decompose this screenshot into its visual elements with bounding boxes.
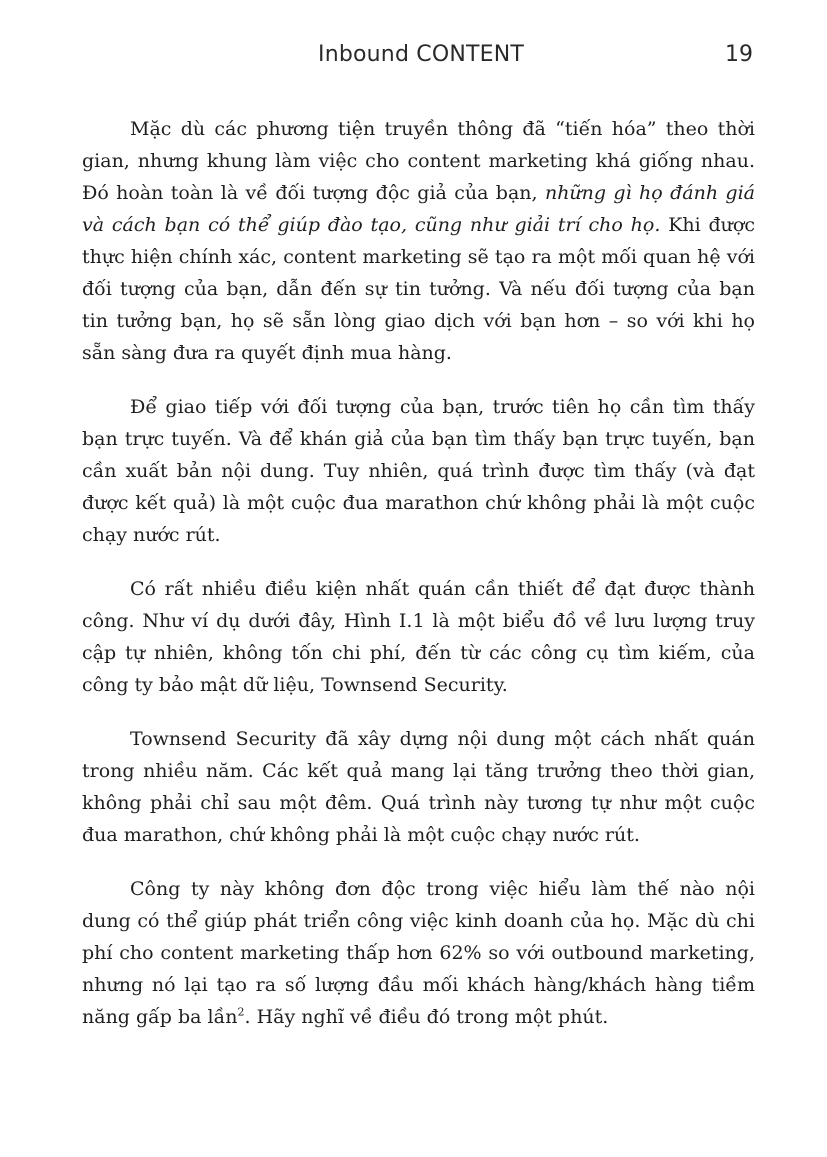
paragraph-1 xyxy=(82,113,755,369)
paragraph-5 xyxy=(82,873,755,1033)
paragraph-5-text: Công ty này không đơn độc trong việc hiểu làm thế nào nội dung có thể giúp phát triển công việc kinh doanh của họ. Mặc dù chi phí cho content marketing thấp hơn 62% so với outbound marketing, nhưng nó lại tạo ra số lượng đầu mối khách hàng/khách hàng tiềm năng gấp ba lần xyxy=(82,878,755,1028)
page-header xyxy=(0,42,827,74)
running-title: Inbound CONTENT xyxy=(318,42,525,67)
paragraph-1-text-b: Khi được thực hiện chính xác, content marketing sẽ tạo ra một mối quan hệ với đối tượng của bạn, dẫn đến sự tin tưởng. Và nếu đối tượng của bạn tin tưởng bạn, họ sẽ sẵn lòng giao dịch với bạn hơn – so với khi họ sẵn sàng đưa ra quyết định mua hàng. xyxy=(82,214,755,364)
page-number: 19 xyxy=(725,42,753,67)
paragraph-2: Để giao tiếp với đối tượng của bạn, trước tiên họ cần tìm thấy bạn trực tuyến. Và để khán giả của bạn tìm thấy bạn trực tuyến, bạn cần xuất bản nội dung. Tuy nhiên, quá trình được tìm thấy (và đạt được kết quả) là một cuộc đua marathon chứ không phải là một cuộc chạy nước rút. xyxy=(82,396,755,546)
paragraph-3: Có rất nhiều điều kiện nhất quán cần thiết để đạt được thành công. Như ví dụ dưới đây, Hình I.1 là một biểu đồ về lưu lượng truy cập tự nhiên, không tốn chi phí, đến từ các công cụ tìm kiếm, của công ty bảo mật dữ liệu, Townsend Security. xyxy=(82,578,755,696)
paragraph-4: Townsend Security đã xây dựng nội dung một cách nhất quán trong nhiều năm. Các kết quả mang lại tăng trưởng theo thời gian, không phải chỉ sau một đêm. Quá trình này tương tự như một cuộc đua marathon, chứ không phải là một cuộc chạy nước rút. xyxy=(82,728,755,846)
body-text xyxy=(82,113,755,1055)
paragraph-5-tail: . Hãy nghĩ về điều đó trong một phút. xyxy=(244,1006,609,1028)
paragraph-1-text-a: Mặc dù các phương tiện truyền thông đã “tiến hóa” theo thời gian, nhưng khung làm việc cho content marketing khá giống nhau. Đó hoàn toàn là về đối tượng độc giả của bạn, xyxy=(82,118,755,204)
paragraph-1-italic: những gì họ đánh giá và cách bạn có thể giúp đào tạo, cũng như giải trí cho họ. xyxy=(82,182,756,236)
footnote-marker: 2 xyxy=(237,1005,245,1019)
